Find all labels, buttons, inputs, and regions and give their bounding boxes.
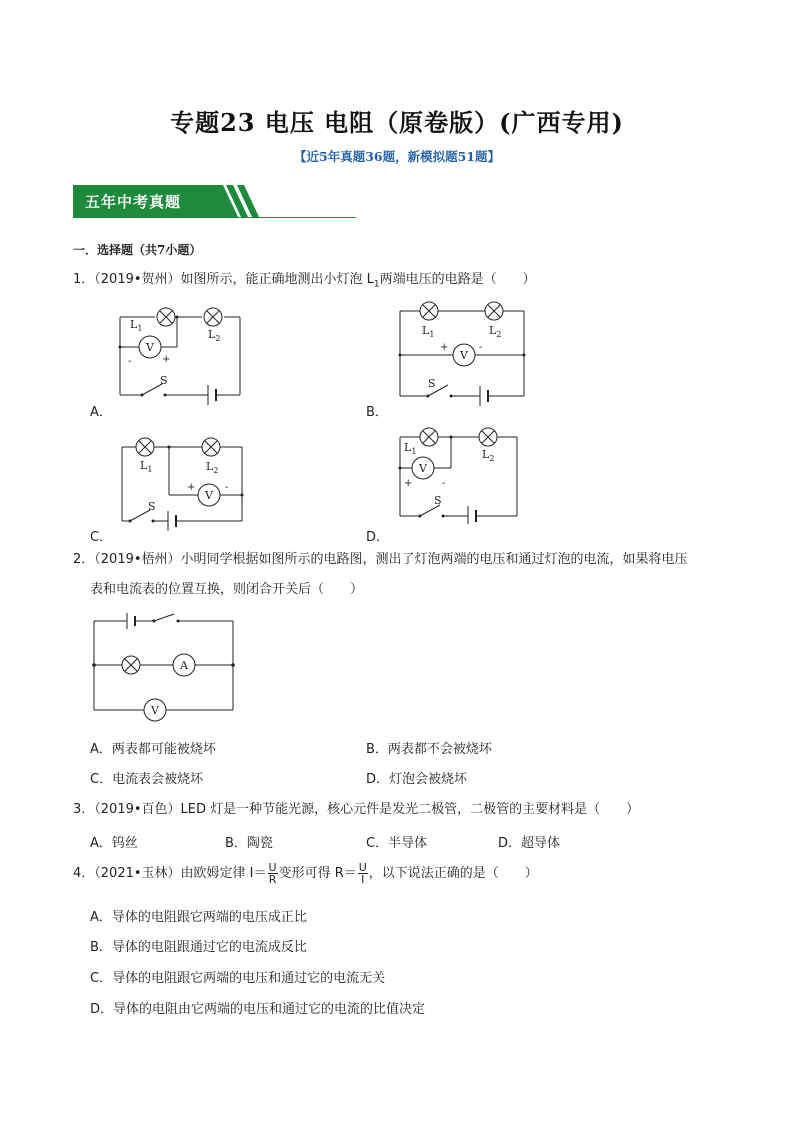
banner-title: 五年中考真题 [85,193,182,211]
q2-option-c[interactable]: C．电流表会被烧坏 [90,772,204,787]
svg-text:-: - [479,342,483,353]
q4-option-b[interactable]: B．导体的电阻跟通过它的电流成反比 [90,940,307,955]
svg-text:-: - [128,356,132,367]
svg-text:+: + [162,354,171,365]
q1-stem-sub: 1 [373,279,380,290]
circuit-c [112,433,252,533]
voltmeter-icon [198,484,220,506]
svg-text:V: V [419,462,427,475]
q1-option-c[interactable]: C． [90,530,113,545]
q4-option-a[interactable]: A．导体的电阻跟它两端的电压成正比 [90,910,307,925]
svg-text:V: V [460,349,468,362]
q1-option-b[interactable]: B． [366,405,388,420]
q1-option-a[interactable]: A． [90,405,112,420]
svg-text:L2: $L_2$ [489,324,502,339]
q3-option-d[interactable]: D．超导体 [498,836,561,851]
q2-option-d[interactable]: D．灯泡会被烧坏 [366,772,468,787]
q2-option-b[interactable]: B．两表都不会被烧坏 [366,742,492,757]
circuit-b [390,298,535,406]
svg-text:S: S [434,494,442,507]
voltmeter-icon [453,344,475,366]
q1-stem-post: 两端电压的电路是（ ） [379,272,536,287]
voltmeter-icon [412,457,434,479]
svg-text:V: V [205,489,213,502]
fraction-u-over-i: $\frac{U}{I}$ [358,861,367,886]
svg-text:+: + [187,482,196,493]
voltmeter-icon [144,699,166,721]
q3-option-b[interactable]: B．陶瓷 [225,836,273,851]
lamp-icon [420,302,438,320]
question-4-stem [73,862,538,885]
lamp-icon [420,428,438,446]
question-3-stem: 3．（2019•百色）LED 灯是一种节能光源，核心元件是发光二极管，二极管的主要材料是（ ） [73,802,640,817]
q4-stem-pre: 4．（2021•玉林）由欧姆定律 I＝ [73,866,267,881]
svg-text:L2: $L_2$ [482,448,495,463]
svg-text:L2: $L_2$ [206,460,219,475]
svg-text:+: + [404,478,413,489]
svg-text:+: + [440,342,449,353]
section-heading: 一．选择题（共7小题） [73,243,202,257]
question-2-stem-line2: 表和电流表的位置互换，则闭合开关后（ ） [90,582,364,597]
question-1-stem [73,271,536,294]
circuit-q2 [86,610,241,725]
svg-text:L1: $L_1$ [130,318,143,333]
lamp-icon [136,438,154,456]
ammeter-icon [173,654,195,676]
svg-text:S: S [428,377,436,390]
circuit-d [390,424,525,524]
svg-text:L2: $L_2$ [208,328,221,343]
lamp-icon [122,656,140,674]
q4-stem-post: ，以下说法正确的是（ ） [368,866,538,881]
question-2-stem-line1: 2．（2019•梧州）小明同学根据如图所示的电路图，测出了灯泡两端的电压和通过灯泡的电流，如果将电压 [73,552,688,567]
svg-text:L1: $L_1$ [422,324,435,339]
q3-option-c[interactable]: C．半导体 [366,836,428,851]
svg-text:V: V [146,341,154,354]
q1-option-d[interactable]: D． [366,530,390,545]
page-subtitle: 【近5年真题36题，新模拟题51题】 [294,149,500,164]
q4-option-c[interactable]: C．导体的电阻跟它两端的电压和通过它的电流无关 [90,971,386,986]
fraction-u-over-r: $\frac{U}{R}$ [268,861,277,886]
lamp-icon [479,428,497,446]
page-title: 专题23 电压 电阻（原卷版）(广西专用) [170,108,624,137]
svg-text:L1: $L_1$ [404,441,417,456]
q3-option-a[interactable]: A．钨丝 [90,836,138,851]
svg-text:S: S [160,374,168,387]
lamp-icon [204,308,222,326]
section-banner [73,183,358,219]
svg-text:S: S [148,500,156,513]
q4-stem-mid: 变形可得 R＝ [278,866,357,881]
lamp-icon [485,302,503,320]
voltmeter-icon [139,336,161,358]
svg-text:-: - [442,478,446,489]
q1-stem-pre: 1．（2019•贺州）如图所示，能正确地测出小灯泡 L [73,272,374,287]
circuit-a [110,300,250,405]
q4-option-d[interactable]: D．导体的电阻由它两端的电压和通过它的电流的比值决定 [90,1002,426,1017]
lamp-icon [202,438,220,456]
svg-text:-: - [225,482,229,493]
svg-text:L1: $L_1$ [140,459,153,474]
q2-option-a[interactable]: A．两表都可能被烧坏 [90,742,216,757]
svg-text:A: A [180,659,188,672]
svg-text:V: V [151,704,159,717]
lamp-icon [157,308,175,326]
